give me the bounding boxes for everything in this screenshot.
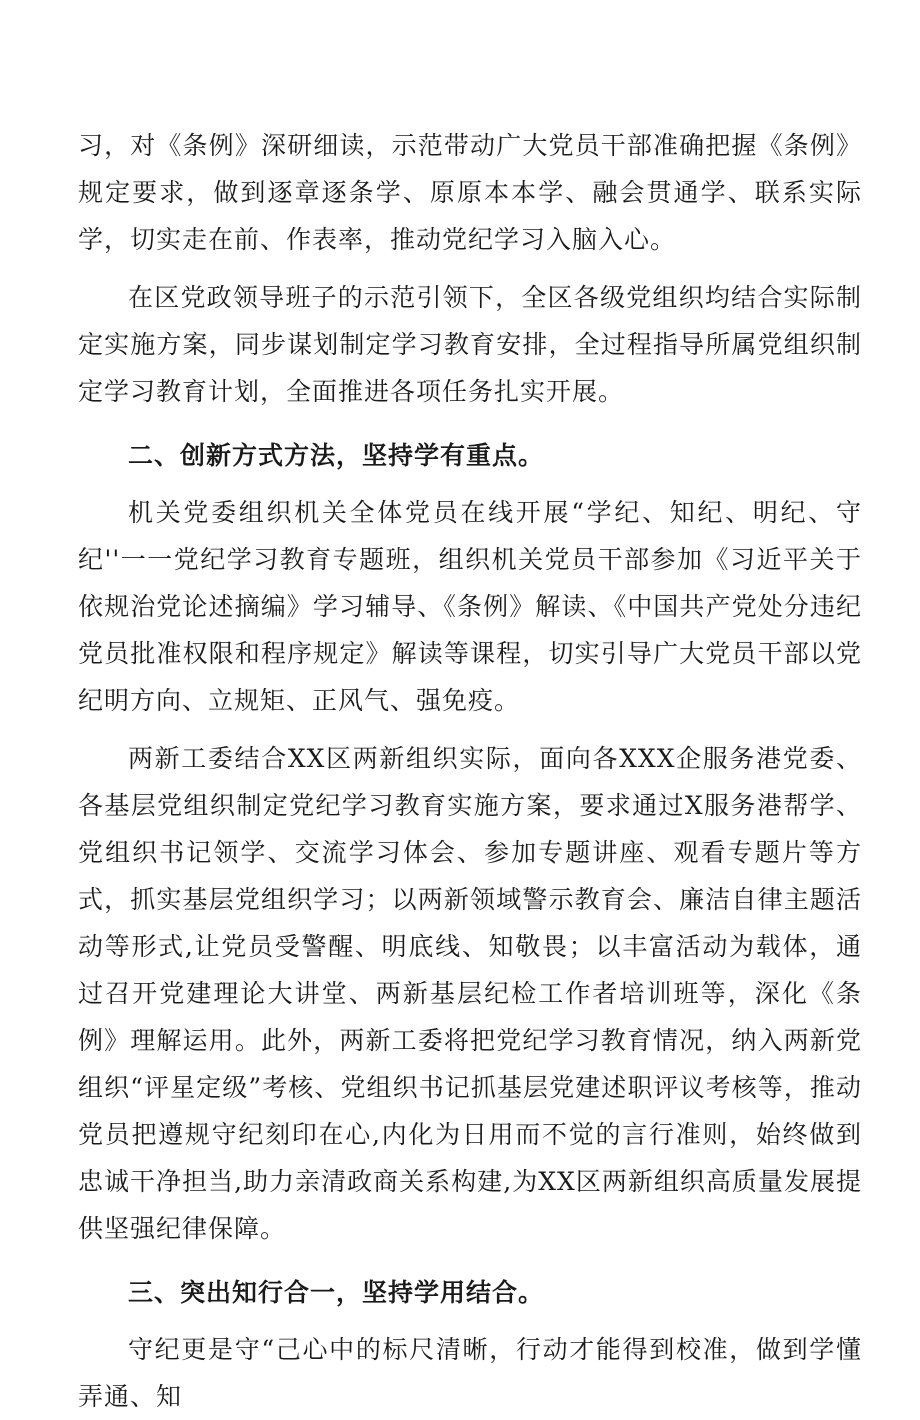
paragraph-demonstration-lead: 在区党政领导班子的示范引领下，全区各级党组织均结合实际制定实施方案，同步谋划制定学习教育安排，全过程指导所属党组织制定学习教育计划，全面推进各项任务扎实开展。 (78, 283, 862, 406)
document-body (78, 122, 862, 1420)
paragraph-party-committee: 机关党委组织机关全体党员在线开展“学纪、知纪、明纪、守纪''一一党纪学习教育专题班，组织机关党员干部参加《习近平关于依规治党论述摘编》学习辅导、《条例》解读、《中国共产党处分违纪党员批准权限和程序规定》解读等课程，切实引导广大党员干部以党纪明方向、立规矩、正风气、强免疫。 (78, 498, 862, 715)
paragraph-continuation: 习，对《条例》深研细读，示范带动广大党员干部准确把握《条例》规定要求，做到逐章逐条学、原原本本学、融会贯通学、联系实际学，切实走在前、作表率，推动党纪学习入脑入心。 (78, 131, 862, 254)
paragraph-two-new-committee: 两新工委结合XX区两新组织实际，面向各XXX企服务港党委、各基层党组织制定党纪学习教育实施方案，要求通过X服务港帮学、党组织书记领学、交流学习体会、参加专题讲座、观看专题片等方式，抓实基层党组织学习；以两新领域警示教育会、廉洁自律主题活动等形式,让党员受警醒、明底线、知敬畏；以丰富活动为载体，通过召开党建理论大讲堂、两新基层纪检工作者培训班等，深化《条例》理解运用。此外，两新工委将把党纪学习教育情况，纳入两新党组织“评星定级”考核、党组织书记抓基层党建述职评议考核等，推动党员把遵规守纪刻印在心,内化为日用而不觉的言行准则，始终做到忠诚干净担当,助力亲清政商关系构建,为XX区两新组织高质量发展提供坚强纪律保障。 (78, 744, 862, 1243)
section-heading-3: 三、突出知行合一，坚持学用结合。 (128, 1278, 545, 1307)
paragraph-discipline-standard: 守纪更是守“己心中的标尺清晰，行动才能得到校准，做到学懂弄通、知 (78, 1335, 862, 1411)
section-heading-2: 二、创新方式方法，坚持学有重点。 (128, 441, 545, 470)
